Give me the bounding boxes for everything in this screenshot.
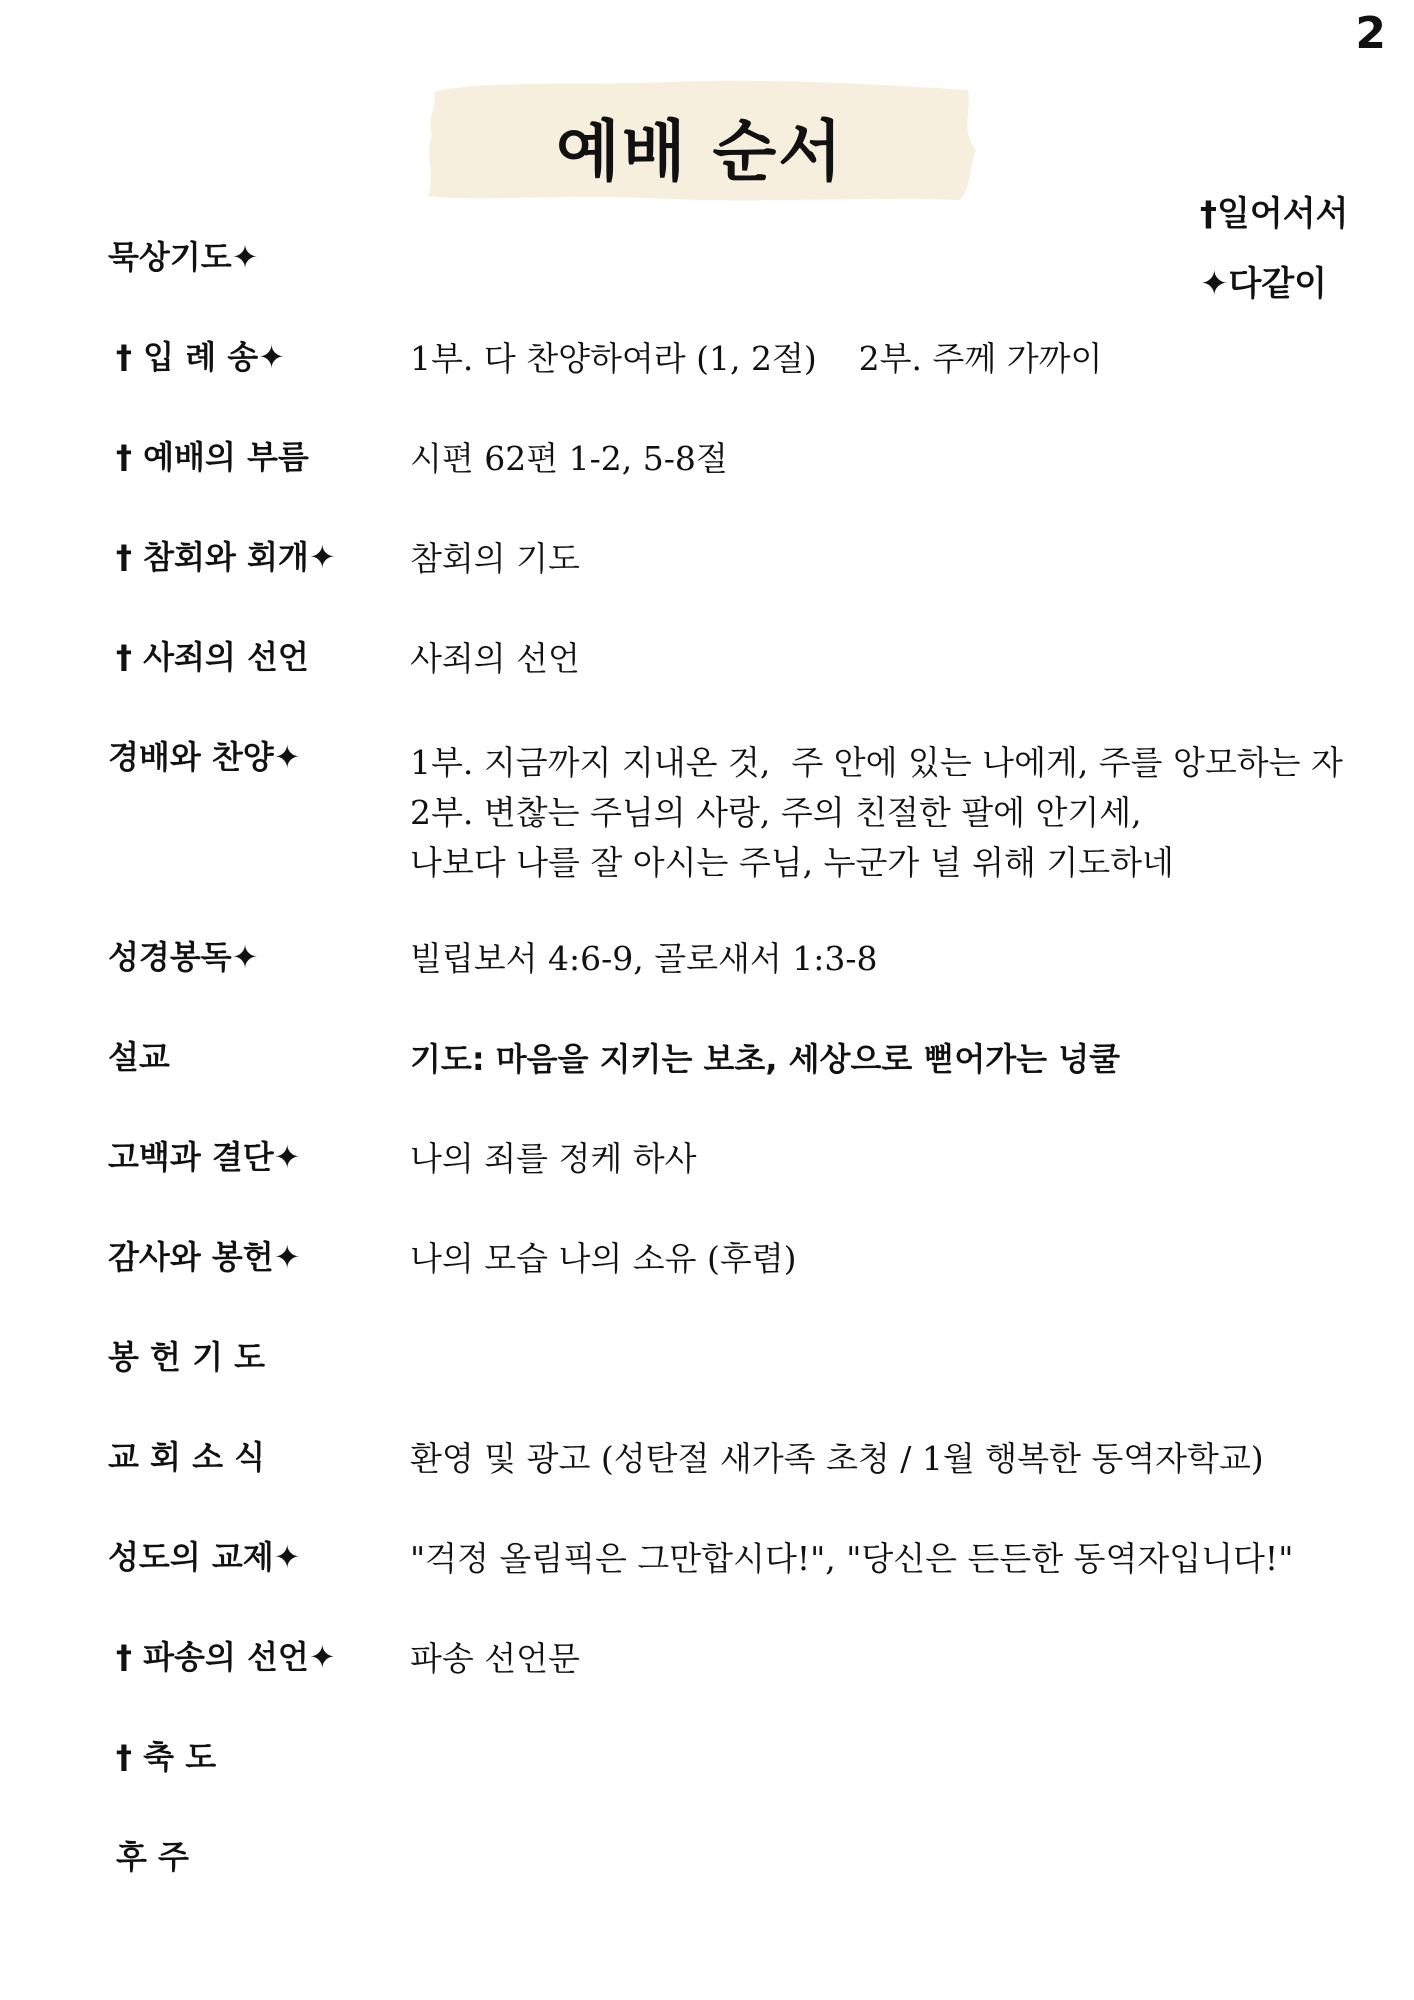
service-item-label: † 입 례 송✦ (116, 338, 285, 376)
service-item-content: 환영 및 광고 (성탄절 새가족 초청 / 1월 행복한 동역자학교) (410, 1439, 1264, 1478)
sermon-title: 기도: 마음을 지키는 보초, 세상으로 뻗어가는 넝쿨 (410, 1040, 1121, 1078)
service-item-content: 1부. 다 찬양하여라 (1, 2절) 2부. 주께 가까이 (410, 339, 1103, 378)
page-number: 2 (1355, 8, 1386, 59)
service-item-label: 경배와 찬양✦ (108, 738, 301, 776)
service-item-content: 빌립보서 4:6-9, 골로새서 1:3-8 (410, 939, 878, 978)
service-item-label: † 축 도 (116, 1738, 217, 1776)
service-item-content: 파송 선언문 (410, 1639, 580, 1678)
service-item-label: 고백과 결단✦ (108, 1138, 301, 1176)
service-item-content: 나의 죄를 정케 하사 (410, 1139, 697, 1178)
service-item-content: 참회의 기도 (410, 539, 580, 578)
service-item-label: † 파송의 선언✦ (116, 1638, 336, 1676)
service-item-label: † 참회와 회개✦ (116, 538, 336, 576)
service-item-label: 묵상기도✦ (108, 238, 259, 276)
legend-together: ✦다같이 (1200, 264, 1328, 304)
service-item-label: † 예배의 부름 (116, 438, 309, 476)
service-item-label: † 사죄의 선언 (116, 638, 309, 676)
service-item-content: 1부. 지금까지 지내온 것, 주 안에 있는 나에게, 주를 앙모하는 자 2부. 변찮는 주님의 사랑, 주의 친절한 팔에 안기세, 나보다 나를 잘 아시는 주님, 누군가 널 위해 기도하네 (410, 743, 1343, 882)
service-item-content: 사죄의 선언 (410, 639, 580, 678)
service-item-label: 설교 (108, 1038, 170, 1076)
service-item-label: 성경봉독✦ (108, 938, 259, 976)
service-item-content: 시편 62편 1-2, 5-8절 (410, 439, 728, 478)
service-item-content: "걱정 올림픽은 그만합시다!", "당신은 든든한 동역자입니다!" (410, 1539, 1294, 1578)
service-item-content: 나의 모습 나의 소유 (후렴) (410, 1239, 797, 1278)
service-item-label: 감사와 봉헌✦ (108, 1238, 301, 1276)
service-item-label: 봉 헌 기 도 (108, 1338, 266, 1376)
page-title: 예배 순서 (555, 113, 844, 190)
legend-standing: †일어서서 (1200, 194, 1349, 234)
service-item-label: 성도의 교제✦ (108, 1538, 301, 1576)
title-banner (420, 70, 980, 210)
service-item-label: 교 회 소 식 (108, 1438, 266, 1476)
service-item-label: 후 주 (116, 1838, 189, 1876)
